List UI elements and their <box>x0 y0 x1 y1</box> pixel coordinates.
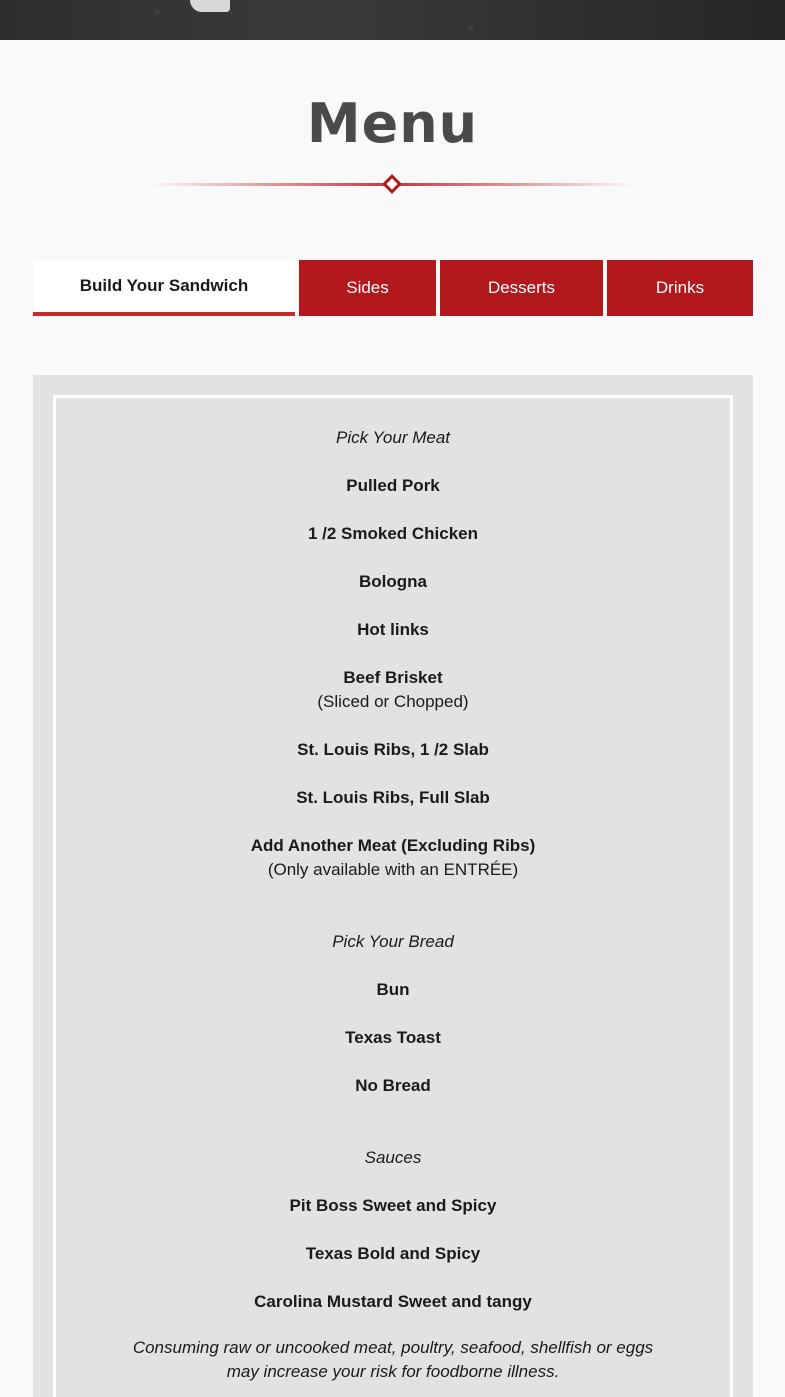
menu-item: Carolina Mustard Sweet and tangy <box>254 1292 532 1311</box>
menu-tabs <box>33 260 753 316</box>
menu-item: Add Another Meat (Excluding Ribs) <box>250 836 536 855</box>
menu-item: Bun <box>376 980 410 999</box>
menu-item: 1 /2 Smoked Chicken <box>307 524 479 543</box>
menu-item: Hot links <box>357 620 429 639</box>
section-heading-meat: Pick Your Meat <box>335 428 451 447</box>
page-title: Menu <box>306 92 479 155</box>
header-banner <box>0 0 785 40</box>
menu-item: St. Louis Ribs, 1 /2 Slab <box>297 740 489 759</box>
menu-item: St. Louis Ribs, Full Slab <box>296 788 490 807</box>
section-heading-bread: Pick Your Bread <box>332 932 454 951</box>
tab-desserts[interactable]: Desserts <box>440 260 603 316</box>
disclaimer-line-1: Consuming raw or uncooked meat, poultry, seafood, shellfish or eggs <box>132 1338 654 1357</box>
menu-item-note: (Only available with an ENTRÉE) <box>267 860 519 879</box>
diamond-icon <box>382 174 402 194</box>
title-divider <box>150 174 635 194</box>
disclaimer-line-2: may increase your risk for foodborne illness. <box>226 1362 560 1381</box>
menu-item: Bologna <box>359 572 427 591</box>
menu-item: No Bread <box>355 1076 431 1095</box>
menu-item: Pulled Pork <box>346 476 440 495</box>
menu-item: Texas Bold and Spicy <box>305 1244 481 1263</box>
menu-item: Texas Toast <box>345 1028 441 1047</box>
section-heading-sauces: Sauces <box>364 1148 422 1167</box>
menu-item: Pit Boss Sweet and Spicy <box>289 1196 497 1215</box>
menu-panel <box>33 375 753 1397</box>
tab-drinks[interactable]: Drinks <box>607 260 753 316</box>
menu-card <box>53 395 733 1397</box>
tab-build-your-sandwich[interactable]: Build Your Sandwich <box>33 260 295 316</box>
menu-item: Beef Brisket <box>343 668 443 687</box>
banner-logo-fragment <box>190 0 230 12</box>
menu-item-note: (Sliced or Chopped) <box>317 692 469 711</box>
tab-sides[interactable]: Sides <box>299 260 436 316</box>
